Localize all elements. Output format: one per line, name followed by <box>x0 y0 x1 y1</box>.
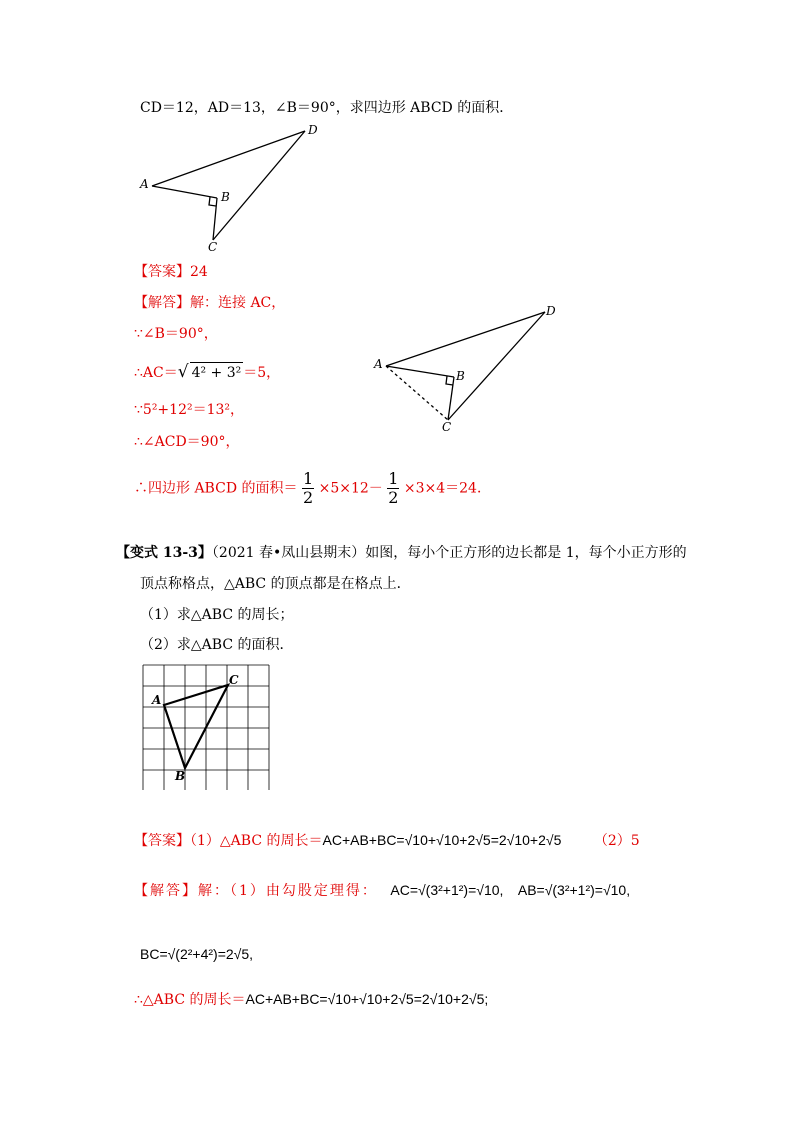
edge-bc <box>213 198 217 240</box>
answer-row-1 <box>134 262 208 282</box>
edge-ab <box>152 186 217 198</box>
problem2-intro: 【变式 13-3】（2021 春•凤山县期末）如图，每小个正方形的边长都是 1，每个小正方形的 <box>116 545 687 561</box>
quadrilateral-figure-1 <box>130 118 330 258</box>
problem1-statement: CD＝12，AD＝13，∠B＝90°，求四边形 ABCD 的面积． <box>140 100 514 116</box>
answer2: （2）5 <box>593 833 640 849</box>
grid-triangle-figure <box>138 660 278 790</box>
solution-row-1 <box>134 293 285 313</box>
perimeter-row: ∴△ABC 的周长＝AC+AB+BC=√10+√10+2√5=2√10+2√5; <box>134 991 489 1008</box>
problem2-tag: 【变式 13-3】 <box>116 545 212 561</box>
quadrilateral-figure-2 <box>370 300 570 440</box>
step-4: ∴∠ACD＝90°， <box>134 434 240 450</box>
svg-text:A: A <box>374 357 383 371</box>
label-d: D <box>308 123 318 137</box>
ac-formula: AC=√(3²+1²)=√10, <box>390 882 504 898</box>
step-5: ∴四边形 ABCD 的面积＝ $\frac{1}{2}$ ×5×12－ $\frac{1}{2}$ ×3×4＝24． <box>134 469 491 507</box>
question-1: （1）求△ABC 的周长； <box>140 607 294 623</box>
answer-row-2: 【答案】（1）△ABC 的周长＝AC+AB+BC=√10+√10+2√5=2√10+2√5 （2）5 <box>134 832 640 849</box>
perimeter-formula: AC+AB+BC=√10+√10+2√5=2√10+2√5; <box>245 991 489 1007</box>
label-b: B <box>221 190 230 204</box>
step-3: ∵5²+12²＝13²， <box>134 402 245 418</box>
step-2: ∴AC＝√ 4² + 3² ＝5， <box>134 362 281 382</box>
label-c: C <box>208 240 218 254</box>
solution-row-2: 【解答】解：（1）由勾股定理得： AC=√(3²+1²)=√10, AB=√(3²+1²)=√10, <box>134 882 631 899</box>
grid-label-b: B <box>175 769 186 783</box>
ab-formula: AB=√(3²+1²)=√10, <box>517 882 631 898</box>
answer1-formula: AC+AB+BC=√10+√10+2√5=2√10+2√5 <box>322 832 562 848</box>
solution-start: 解：连接 AC， <box>190 295 286 311</box>
svg-text:B: B <box>456 369 465 383</box>
grid-label-a: A <box>152 693 162 707</box>
problem2-intro2: 顶点称格点，△ABC 的顶点都是在格点上． <box>140 576 411 592</box>
answer-value: 24 <box>190 264 208 280</box>
solution-tag: 【解答】 <box>134 295 190 311</box>
svg-text:D: D <box>546 304 556 318</box>
step-1: ∵∠B＝90°， <box>134 326 218 342</box>
question-2: （2）求△ABC 的面积． <box>140 637 294 653</box>
triangle-abc <box>164 685 228 768</box>
fraction-half-2: $\frac{1}{2}$ <box>388 469 399 507</box>
grid-label-c: C <box>229 673 239 687</box>
label-a: A <box>140 177 149 191</box>
fraction-half-1: $\frac{1}{2}$ <box>302 469 314 507</box>
right-angle-mark <box>209 197 216 206</box>
svg-text:C: C <box>442 420 452 434</box>
bc-formula: BC=√(2²+4²)=2√5, <box>140 946 254 962</box>
step2-radicand: 4² + 3² <box>190 362 244 383</box>
answer-tag: 【答案】 <box>134 264 190 280</box>
